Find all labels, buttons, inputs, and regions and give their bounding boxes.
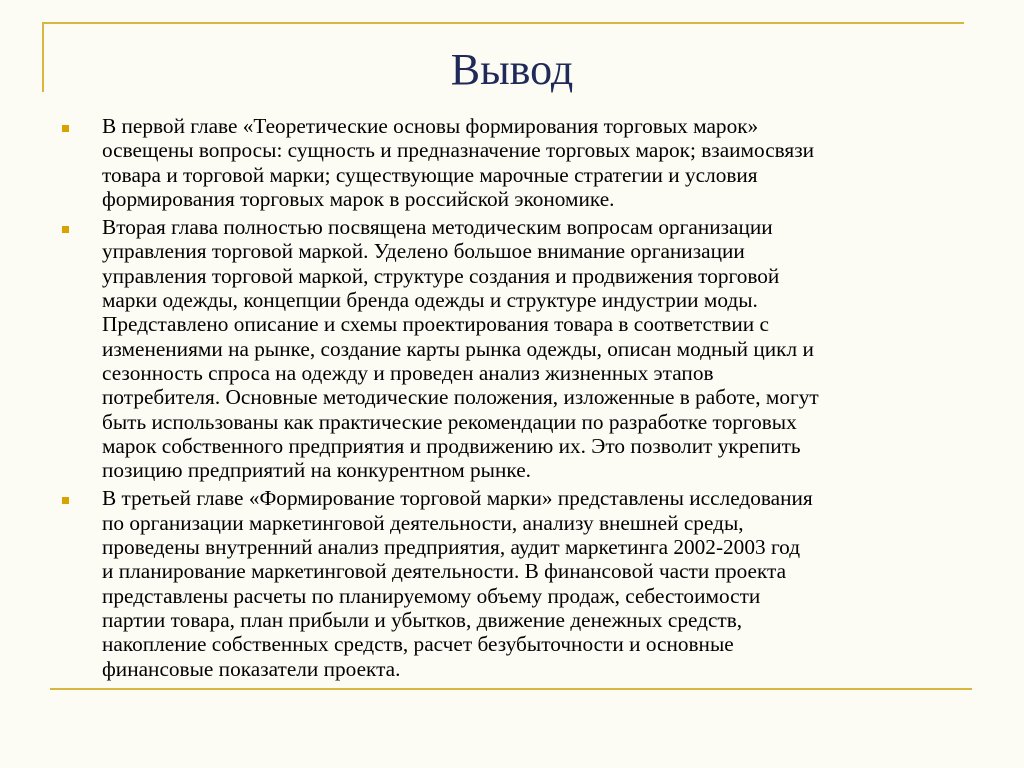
bullet-item-2 [62, 215, 972, 482]
square-bullet-icon [62, 497, 69, 504]
bullet-item-3 [62, 486, 972, 680]
bullet-text-2: Вторая глава полностью посвящена методическим вопросам организации управления торговой маркой. Уделено большое внимание организации управления торговой маркой, структуре создания и продвижения торговой марки одежды, концепции бренда одежды и структуре индустрии моды. Представлено описание и схемы проектирования товара в соответствии с изменениями на рынке, создание карты рынка одежды, описан модный цикл и сезонность спроса на одежду и проведен анализ жизненных этапов потребителя. Основные методические положения, изложенные в работе, могут быть использованы как практические рекомендации по разработке торговых марок собственного предприятия и продвижению их. Это позволит укрепить позицию предприятий на конкурентном рынке. [102, 215, 819, 483]
bullet-text-3: В третьей главе «Формирование торговой марки» представлены исследования по организации маркетинговой деятельности, анализу внешней среды, проведены внутренний анализ предприятия, аудит маркетинга 2002-2003 год и планирование маркетинговой деятельности. В финансовой части проекта представлены расчеты по планируемому объему продаж, себестоимости партии товара, план прибыли и убытков, движение денежных средств, накопление собственных средств, расчет безубыточности и основные финансовые показатели проекта. [102, 486, 813, 681]
bottom-frame-line [50, 688, 972, 690]
bullet-item-1 [62, 114, 972, 211]
bullet-text-1: В первой главе «Теоретические основы формирования торговых марок» освещены вопросы: сущность и предназначение торговых марок; взаимосвязи товара и торговой марки; существующие марочные стратегии и условия формирования торговых марок в российской экономике. [102, 114, 815, 211]
slide-title: Вывод [450, 45, 574, 94]
bullet-list [62, 114, 972, 685]
square-bullet-icon [62, 125, 69, 132]
square-bullet-icon [62, 226, 69, 233]
top-frame-line [42, 22, 964, 24]
